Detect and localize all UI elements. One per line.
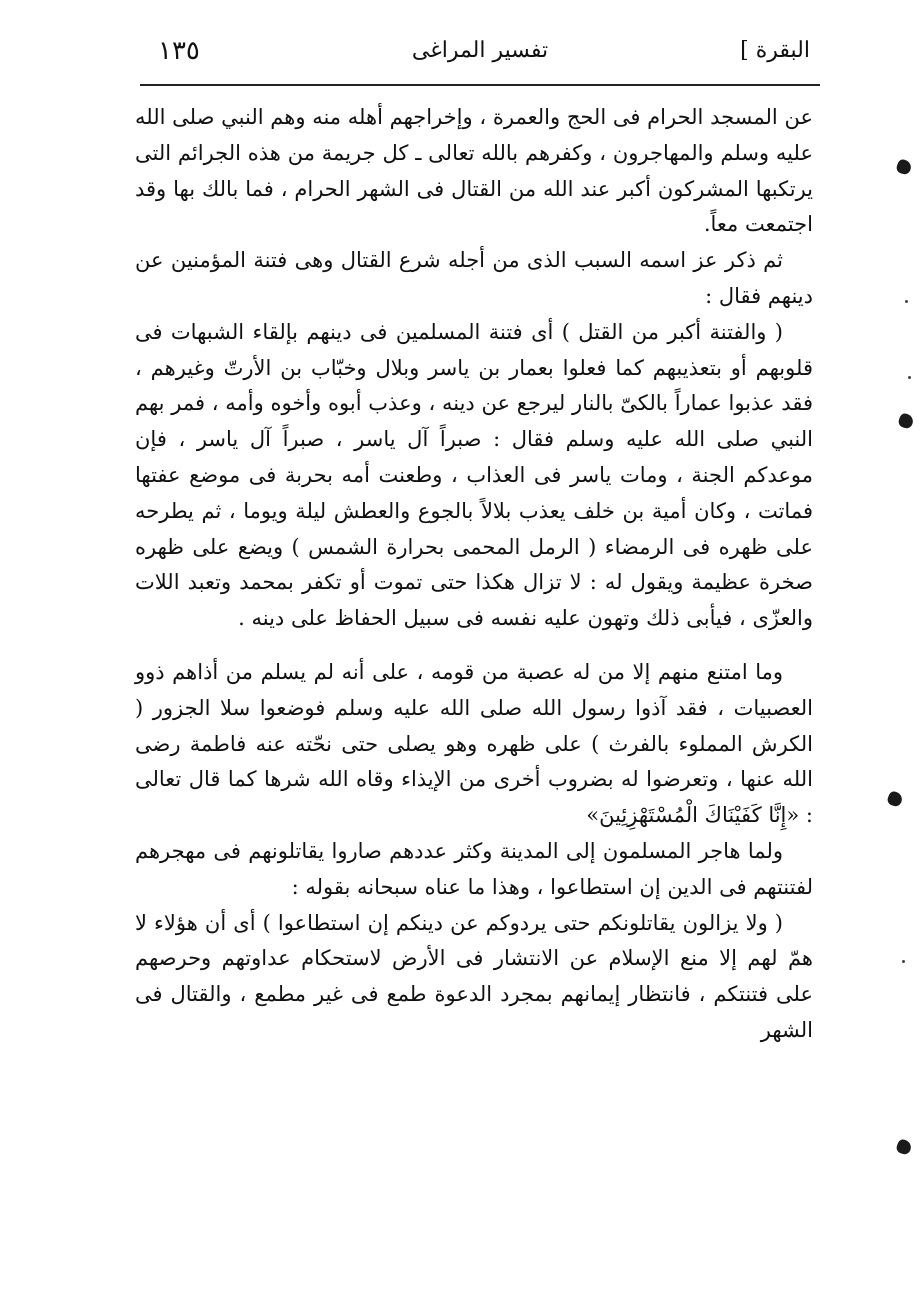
running-header (140, 30, 820, 80)
surah-name: البقرة ] (740, 38, 810, 63)
paragraph-2: ثم ذكر عز اسمه السبب الذى من أجله شرع القتال وهى فتنة المؤمنين عن دينهم فقال : (135, 248, 813, 308)
scan-smudge (895, 1138, 913, 1156)
paragraph-3: ( والفتنة أكبر من القتل ) أى فتنة المسلمين فى دينهم بإلقاء الشبهات فى قلوبهم أو بتعذيبهم كما فعلوا بعمار بن ياسر وبلال وخبّاب بن الأرتّ وغيرهم ، فقد عذبوا عماراً بالكىّ بالنار ليرجع عن دينه ، وعذب أبوه وأخوه وأمه ، فمر بهم النبي صلى الله عليه وسلم فقال : صبراً آل ياسر ، صبراً آل ياسر ، فإن موعدكم الجنة ، ومات ياسر فى العذاب ، وطعنت أمه بحربة فى موضع عفتها فماتت ، وكان أمية بن خلف يعذب بلالاً بالجوع والعطش ليلة ويوما ، ثم يطرحه على ظهره فى الرمضاء ( الرمل المحمى بحرارة الشمس ) ويضع على ظهره صخرة عظيمة ويقول له : لا تزال هكذا حتى تموت أو تكفر بمحمد وتعبد اللات والعزّى ، فيأبى ذلك وتهون عليه نفسه فى سبيل الحفاظ على دينه . (135, 319, 813, 631)
scan-dot (902, 960, 905, 963)
page-number: ١٣٥ (158, 36, 200, 66)
page-body (135, 100, 813, 1049)
paragraph-5: ولما هاجر المسلمون إلى المدينة وكثر عددهم صاروا يقاتلونهم فى مهجرهم لفتنتهم فى الدين إن استطاعوا ، وهذا ما عناه سبحانه بقوله : (135, 838, 813, 899)
scan-smudge (886, 790, 904, 808)
header-divider (140, 84, 820, 86)
scan-smudge (897, 412, 915, 430)
paragraph-1: عن المسجد الحرام فى الحج والعمرة ، وإخراجهم أهله منه وهم النبي صلى الله عليه وسلم والمهاجرون ، وكفرهم بالله تعالى ـ كل جريمة من هذه الجرائم التى يرتكبها المشركون أكبر عند الله من القتال فى الشهر الحرام ، فما بالك بها وقد اجتمعت معاً. (135, 105, 813, 237)
paragraph-gap (135, 637, 813, 655)
scan-smudge (895, 158, 913, 176)
scan-dot (908, 376, 911, 379)
paragraph-4: وما امتنع منهم إلا من له عصبة من قومه ، على أنه لم يسلم من أذاهم ذوو العصبيات ، فقد آذوا رسول الله صلى الله عليه وسلم فوضعوا سلا الجزور ( الكرش المملوء بالفرث ) على ظهره وهو يصلى حتى نحّته عنه فاطمة رضى الله عنها ، وتعرضوا له بضروب أخرى من الإيذاء وقاه الله شرها كما قال تعالى : «إِنَّا كَفَيْنَاكَ الْمُسْتَهْزِئِينَ» (135, 659, 813, 828)
paragraph-6: ( ولا يزالون يقاتلونكم حتى يردوكم عن دينكم إن استطاعوا ) أى أن هؤلاء لا همّ لهم إلا منع الإسلام عن الانتشار فى الأرض لاستحكام عداوتهم وحرصهم على فتنتكم ، فانتظار إيمانهم بمجرد الدعوة طمع فى غير مطمع ، والقتال فى الشهر (135, 910, 813, 1042)
book-title: تفسير المراغى (411, 38, 549, 63)
scan-dot (905, 300, 908, 303)
